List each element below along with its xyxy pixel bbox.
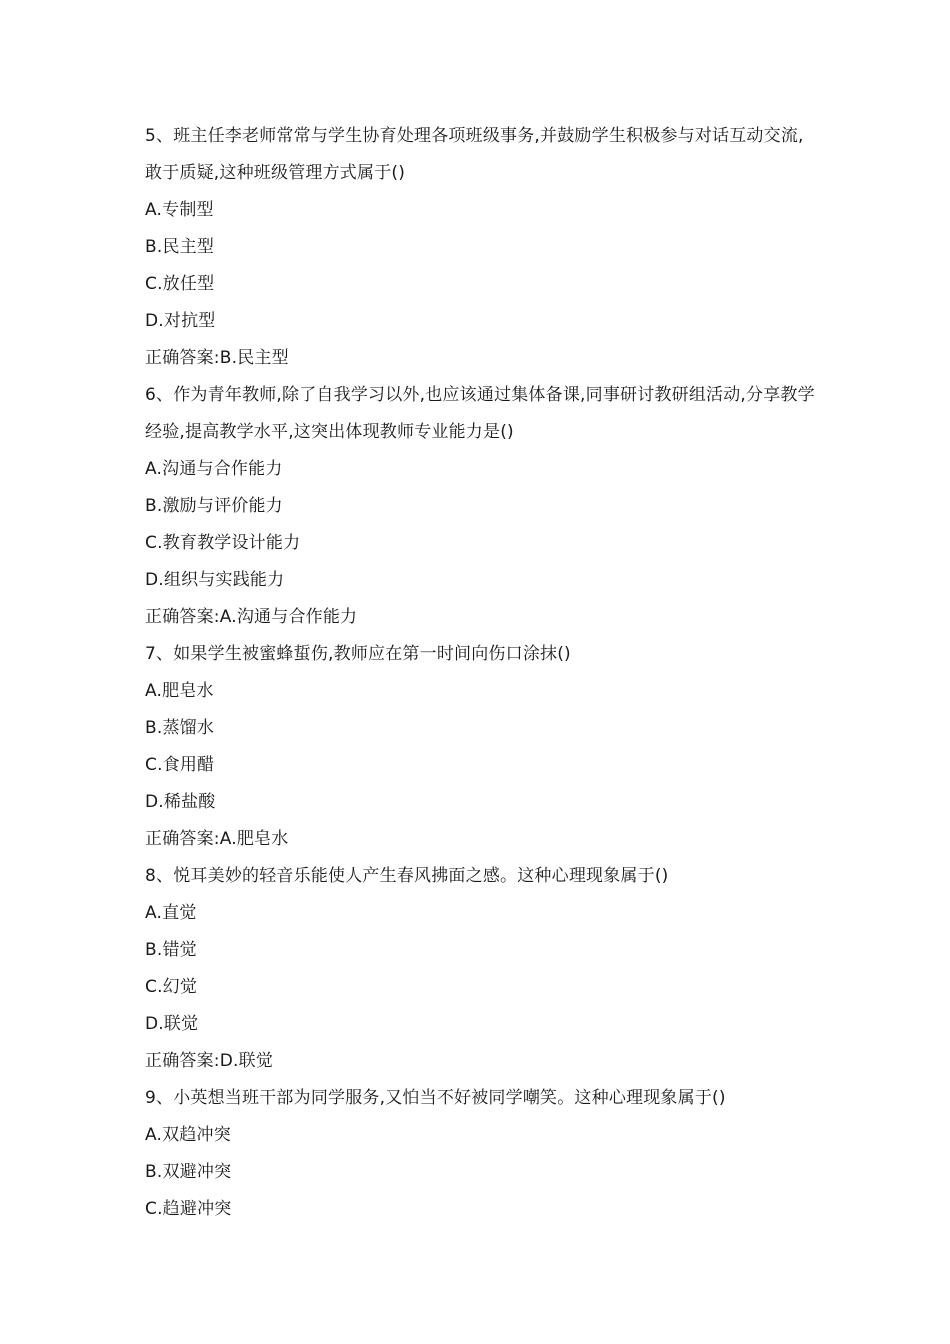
correct-answer: 正确答案:A.肥皂水 [145, 829, 289, 849]
option-b: B.双避冲突 [145, 1162, 232, 1182]
question-list [145, 118, 815, 1228]
question-stem: 8、悦耳美妙的轻音乐能使人产生春风拂面之感。这种心理现象属于() [145, 866, 669, 886]
correct-answer: 正确答案:D.联觉 [145, 1051, 274, 1071]
option-a: A.沟通与合作能力 [145, 459, 283, 479]
option-c: C.食用醋 [145, 755, 215, 775]
option-d: D.组织与实践能力 [145, 570, 285, 590]
question-stem: 7、如果学生被蜜蜂蜇伤,教师应在第一时间向伤口涂抹() [145, 644, 571, 664]
option-c: C.幻觉 [145, 977, 198, 997]
option-d: D.对抗型 [145, 311, 216, 331]
question-8 [145, 858, 815, 1080]
question-stem: 6、作为青年教师,除了自我学习以外,也应该通过集体备课,同事研讨教研组活动,分享教学经验,提高教学水平,这突出体现教师专业能力是() [145, 385, 815, 442]
option-c: C.教育教学设计能力 [145, 533, 301, 553]
question-9 [145, 1080, 815, 1228]
option-c: C.放任型 [145, 274, 215, 294]
option-a: A.双趋冲突 [145, 1125, 231, 1145]
option-d: D.稀盐酸 [145, 792, 216, 812]
question-7 [145, 636, 815, 858]
question-5 [145, 118, 815, 377]
option-a: A.专制型 [145, 200, 214, 220]
option-a: A.肥皂水 [145, 681, 214, 701]
option-c: C.趋避冲突 [145, 1199, 232, 1219]
question-6 [145, 377, 815, 636]
option-b: B.错觉 [145, 940, 197, 960]
question-stem: 9、小英想当班干部为同学服务,又怕当不好被同学嘲笑。这种心理现象属于() [145, 1088, 726, 1108]
option-b: B.激励与评价能力 [145, 496, 283, 516]
correct-answer: 正确答案:B.民主型 [145, 348, 289, 368]
option-d: D.联觉 [145, 1014, 199, 1034]
correct-answer: 正确答案:A.沟通与合作能力 [145, 607, 358, 627]
question-stem: 5、班主任李老师常常与学生协育处理各项班级事务,并鼓励学生积极参与对话互动交流,敢于质疑,这种班级管理方式属于() [145, 126, 804, 183]
option-a: A.直觉 [145, 903, 197, 923]
option-b: B.民主型 [145, 237, 215, 257]
option-b: B.蒸馏水 [145, 718, 215, 738]
